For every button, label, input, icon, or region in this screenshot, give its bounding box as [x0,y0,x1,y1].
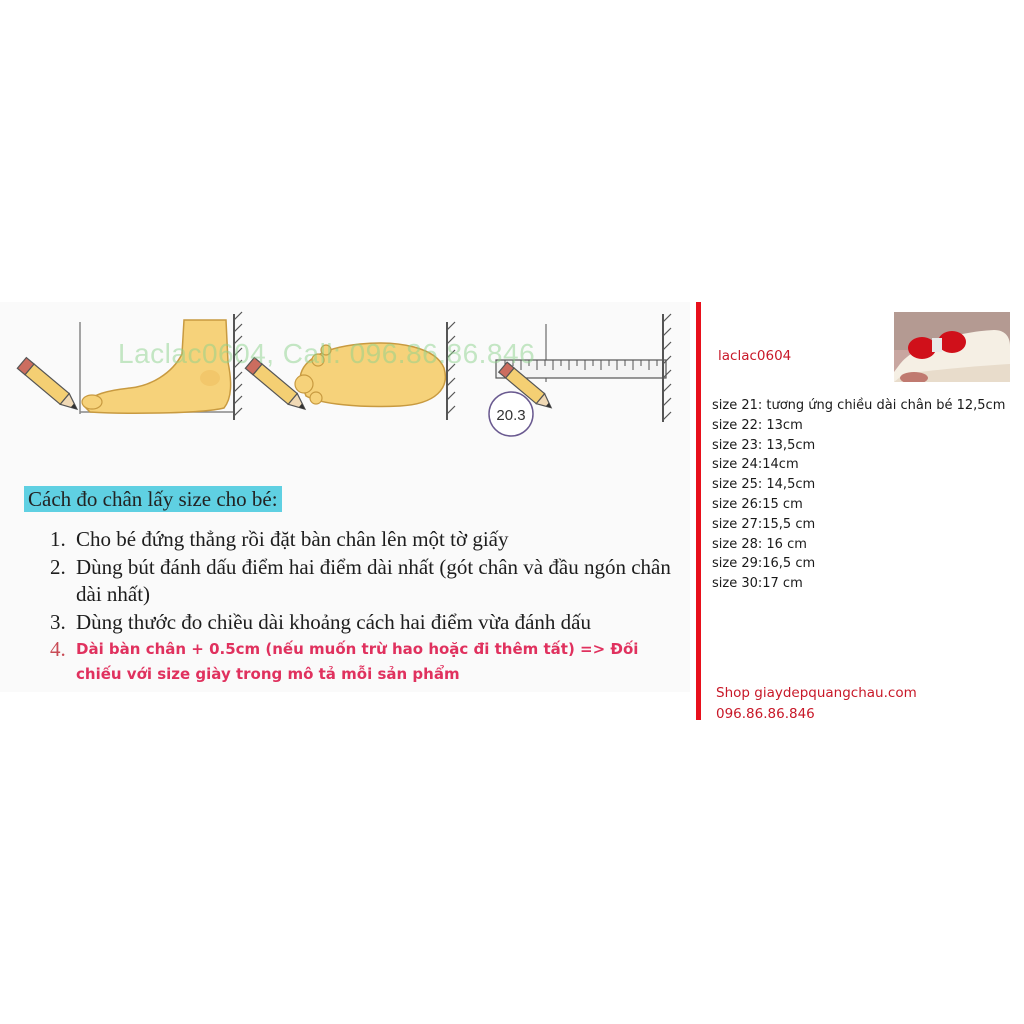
size-row: size 27:15,5 cm [712,516,816,532]
step-number: 2. [50,555,66,579]
step-number: 1. [50,527,66,551]
step-number: 4. [50,637,66,661]
size-chart [712,396,1005,594]
size-row: size 23: 13,5cm [712,437,816,453]
watermark-text: Laclac0604, Call: 096.86.86.846 [118,338,536,369]
size-row: size 25: 14,5cm [712,477,816,493]
step-number: 3. [50,610,66,634]
pencil-icon [17,358,81,415]
divider-bar [696,302,701,720]
step-item [0,554,676,608]
steps-list [0,526,690,688]
size-row: size 22: 13cm [712,417,803,433]
size-row: size 28: 16 cm [712,536,807,552]
guide-title: Cách đo chân lấy size cho bé: [24,486,282,512]
size-guide-panel [0,302,690,692]
size-row: size 21: tương ứng chiều dài chân bé 12,5cm [712,398,1006,413]
step-text: Dùng bút đánh dấu điểm hai điểm dài nhất (gót chân và đầu ngón chân dài nhất) [76,555,671,606]
size-row: size 26:15 cm [712,496,803,512]
step-text: Dài bàn chân + 0.5cm (nếu muốn trừ hao hoặc đi thêm tất) => Đối chiếu với size giày trong mô tả mỗi sản phẩm [76,640,639,683]
step-item [0,609,676,636]
measurement-label: 20.3 [496,407,526,424]
shop-phone: 096.86.86.846 [716,706,815,722]
measurement-illustration [0,302,690,482]
step-item [0,637,676,687]
foot-sole-icon [295,322,455,420]
step-text: Cho bé đứng thẳng rồi đặt bàn chân lên một tờ giấy [76,527,509,551]
shop-name: laclac0604 [718,348,792,364]
product-thumbnail [894,312,1010,382]
size-row: size 24:14cm [712,457,799,473]
contact-block [716,683,917,725]
shop-website: Shop giaydepquangchau.com [716,685,917,701]
step-item [0,526,676,553]
step-text: Dùng thước đo chiều dài khoảng cách hai điểm vừa đánh dấu [76,610,591,634]
size-row: size 29:16,5 cm [712,556,816,572]
size-row: size 30:17 cm [712,576,803,592]
